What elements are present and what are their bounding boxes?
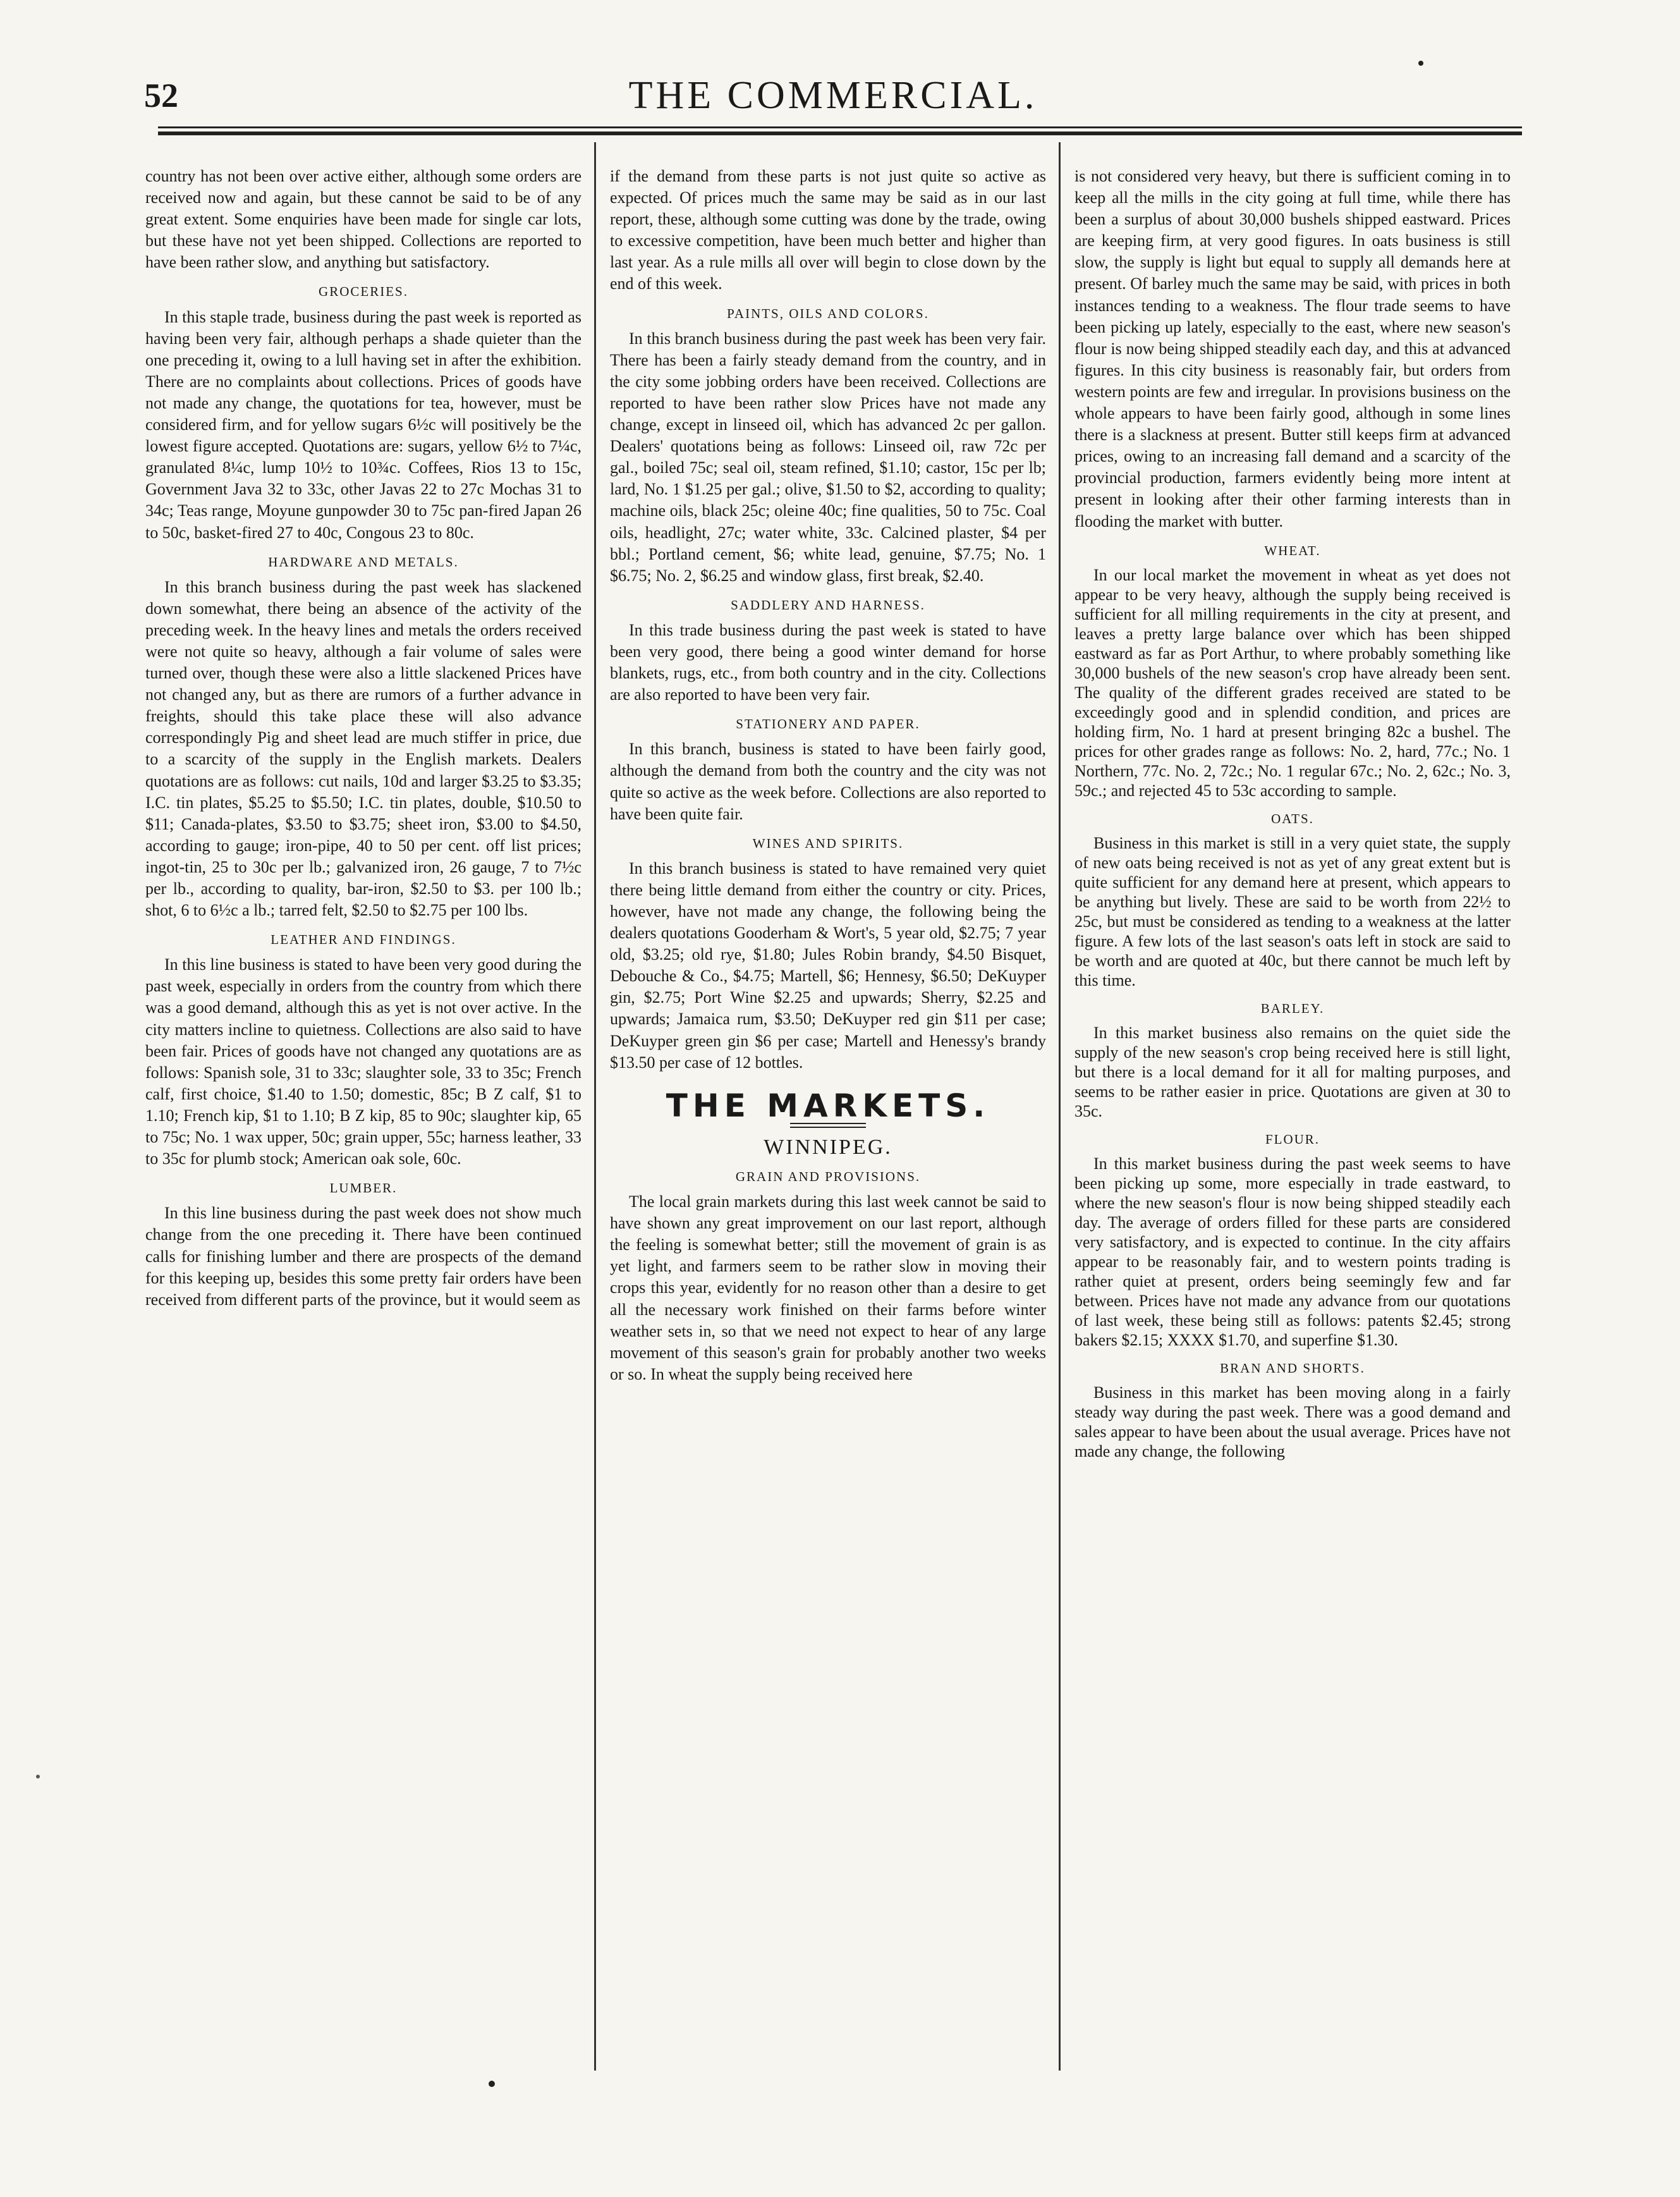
page-number: 52 (144, 76, 178, 114)
column-2 (610, 166, 1046, 1385)
paragraph-saddlery: In this trade business during the past week is stated to have been very good, there being a good winter demand for horse blankets, rugs, etc., from both country and in the city. Collections are also reported to have been very fair. (610, 620, 1046, 704)
section-heading-groceries: GROCERIES. (319, 284, 408, 300)
dense-section-block (1074, 565, 1511, 1461)
paragraph-grain: The local grain markets during this last week cannot be said to have shown any great improvement on our last report, although the feeling is somewhat better; still the movement of grain is as yet light, and farmers seem to be rather slow in moving their crops this year, evidently for no reason other than a desire to get all the necessary work finished on their farms before winter weather sets in, so that we need not expect to hear of any large movement of this season's grain for probably another two weeks or so. In wheat the supply being received here (610, 1192, 1046, 1383)
section-heading-lumber: LUMBER. (329, 1180, 398, 1196)
section-heading-barley: BARLEY. (1260, 1000, 1325, 1016)
paragraph-flour: In this market business during the past week seems to have been picking up some, more especially in trade eastward, to where the new season's flour is now being shipped steadily each day. The average of orders filled for these parts are considered very satisfactory, and is expected to continue. In the city affairs appear to be reasonably fair, and to western points trading is rather quiet at present, orders being seemingly few and far between. Prices have not made any advance from our quotations of last week, these being still as follows: patents $2.45; strong bakers $2.15; XXXX $1.70, and superfine $1.30. (1074, 1154, 1511, 1349)
column-divider-1 (594, 142, 596, 2071)
page-header (144, 76, 1522, 126)
column-divider-2 (1059, 142, 1061, 2071)
paragraph-continued: country has not been over active either, although some orders are received now and again, but these cannot be said to be of any great extent. Some enquiries have been made for single car lots, but these have not yet been shipped. Collections are reported to have been rather slow, and anything but satisfactory. (145, 167, 581, 272)
paragraph-wines: In this branch business is stated to have remained very quiet there being little demand from either the country or city. Prices, however, have not made any change, the following being the dealers quotations Gooderham & Wort's, 5 year old, $2.75; 7 year old, $3.25; old rye, $1.80; Jules Robin brandy, $4.50 Bisquet, Debouche & Co., $4.75; Martell, $6; Hennesy, $6.50; DeKuyper gin, $2.75; Port Wine $2.25 and upwards; Sherry, $2.25 and upwards; Jamaica rum, $3.50; DeKuyper red gin $11 per case; DeKuyper green gin $6 per case; Martell and Henessy's brandy $13.50 per case of 12 bottles. (610, 859, 1046, 1072)
paragraph-leather: In this line business is stated to have been very good during the past week, especially in orders from the country from which there was a good demand, although this as yet is not over active. In the city matters incline to quietness. Collections are also said to have been fair. Prices of goods have not changed any quotations are as follows: Spanish sole, 31 to 33c; slaughter sole, 33 to 35c; French calf, first choice, $1.40 to 1.50; domestic, 85c; B Z calf, $1 to 1.10; French kip, $1 to 1.10; B Z kip, 85 to 90c; slaughter kip, 65 to 75c; No. 1 wax upper, 50c; grain upper, 55c; harness leather, 33 to 35c for plumb stock; American oak sole, 60c. (145, 955, 582, 1168)
section-heading-oats: OATS. (1271, 811, 1314, 826)
paragraph-continued: if the demand from these parts is not just quite so active as expected. Of prices much the same may be said as in our last report, these, although some cutting was done by the trade, owing to excessive competition, have been much better and higher than last year. As a rule mills all over will begin to close down by the end of this week. (610, 167, 1046, 293)
section-heading-grain: GRAIN AND PROVISIONS. (735, 1168, 921, 1184)
header-rule-thick (158, 132, 1522, 135)
section-heading-bran: BRAN AND SHORTS. (1220, 1360, 1365, 1376)
section-heading-flour: FLOUR. (1265, 1131, 1320, 1147)
paragraph-barley: In this market business also remains on the quiet side the supply of the new season's crop being received here is still light, but there is a local demand for it all for malting purposes, and seems to be rather easier in price. Quotations are given at 30 to 35c. (1074, 1023, 1511, 1120)
column-3 (1074, 166, 1511, 1461)
section-heading-stationery: STATIONERY AND PAPER. (736, 716, 920, 732)
section-heading-wines: WINES AND SPIRITS. (752, 835, 904, 851)
paragraph-wheat: In our local market the movement in wheat as yet does not appear to be very heavy, although the supply being received is sufficient for all milling requirements in the city at present, and leaves a pretty large balance over which has been shipped eastward as far as Port Arthur, to where probably something like 30,000 bushels of the new season's crop have already been sent. The quality of the different grades received are stated to be exceedingly good and in splendid condition, and prices are holding firm, No. 1 hard at present bringing 82c a bushel. The prices for other grades range as follows: No. 2, hard, 77c.; No. 1 Northern, 77c. No. 2, 72c.; No. 1 regular 67c.; No. 2, 62c.; No. 3, 59c.; and rejected 45 to 53c according to sample. (1074, 565, 1511, 800)
section-heading-hardware: HARDWARE AND METALS. (268, 554, 459, 570)
paragraph-bran: Business in this market has been moving along in a fairly steady way during the past week. There was a good demand and sales appear to have been about the usual average. Prices have not made any change, the following (1074, 1383, 1511, 1461)
section-heading-paints: PAINTS, OILS AND COLORS. (727, 305, 929, 321)
paragraph-oats: Business in this market is still in a very quiet state, the supply of new oats being received is not as yet of any great extent but is quite sufficient for any demand here at present, which appears to be anything but lively. These are said to be worth from 22½ to 25c, but must be considered as tending to a weakness at the latter figure. A few lots of the last season's oats left in stock are said to be worth and are quoted at 40c, but there cannot be much left by this time. (1074, 833, 1511, 989)
paragraph-lumber: In this line business during the past week does not show much change from the one preceding it. There have been continued calls for finishing lumber and there are prospects of the demand for this keeping up, besides this some pretty fair orders have been received from different parts of the province, but it would seem as (145, 1204, 581, 1309)
scan-speck (1418, 61, 1423, 66)
paragraph-hardware: In this branch business during the past week has slackened down somewhat, there being an absence of the activity of the preceding week. In the heavy lines and metals the orders received were not quite so heavy, although a fair volume of sales were turned over, though these were also a little slackened Prices have not changed any, but as there are rumors of a further advance in freights, should this take place these will also advance correspondingly Pig and sheet lead are much stiffer in price, due to a scarcity of the supply in the English markets. Dealers quotations are as follows: cut nails, 10d and larger $3.25 to $3.35; I.C. tin plates, $5.25 to $5.50; I.C. tin plates, double, $10.50 to $11; Canada-plates, $3.50 to $3.75; sheet iron, $3.00 to $4.50, according to gauge; iron-pipe, 40 to 50 per cent. off list prices; ingot-tin, 25 to 30c per lb.; galvanized iron, 26 gauge, 7 to 7½c per lb., according to quality, bar-iron, $2.50 to $3. per 100 lb.; shot, 6 to 6½c a lb.; tarred felt, $2.50 to $2.75 per 100 lbs. (145, 577, 581, 920)
paragraph-continued: is not considered very heavy, but there is sufficient coming in to keep all the mills in the city going at full time, while there has been a surplus of about 30,000 bushels shipped eastward. Prices are keeping firm, at very good figures. In oats business is still slow, the supply is light but equal to supply all demands here at present. Of barley much the same may be said, with prices in both instances tending to a weakness. The flour trade seems to have been picking up lately, especially to the east, where new season's flour is now being shipped steadily each day, and this at advanced figures. In this city business is reasonably fair, but orders from western points are few and irregular. In provisions business on the whole appears to have been fairly good, although in some lines there is a slackness at present. Butter still keeps firm at advanced prices, owing to an increasing fall demand and a scarcity of the provincial production, farmers evidently being more intent at present in looking after their other farming interests than in flooding the market with butter. (1074, 167, 1511, 530)
section-heading-leather: LEATHER AND FINDINGS. (271, 932, 456, 948)
column-1 (145, 166, 581, 1311)
markets-title: THE MARKETS. (666, 1087, 990, 1124)
header-rule-thin (158, 126, 1522, 128)
running-title: THE COMMERCIAL. (628, 74, 1038, 117)
city-title: WINNIPEG. (764, 1135, 892, 1159)
markets-header (610, 1087, 1046, 1159)
scan-speck (36, 1775, 40, 1778)
paragraph-stationery: In this branch, business is stated to have been fairly good, although the demand from both the country and the city was not quite so active as the week before. Collections are also reported to have been quite fair. (610, 740, 1046, 823)
section-heading-saddlery: SADDLERY AND HARNESS. (731, 597, 925, 613)
scan-speck (489, 2081, 495, 2087)
section-heading-wheat: WHEAT. (1264, 542, 1321, 558)
paragraph-paints: In this branch business during the past week has been very fair. There has been a fairly steady demand from the country, and in the city some jobbing orders have been received. Collections are reported to have been rather slow Prices have not made any change, except in linseed oil, which has advanced 2c per gallon. Dealers' quotations being as follows: Linseed oil, raw 72c per gal., boiled 75c; seal oil, steam refined, $1.10; castor, 15c per lb; lard, No. 1 $1.25 per gal.; olive, $1.50 to $2, according to quality; machine oils, black 25c; oleine 40c; fine qualities, 50 to 75c. Coal oils, headlight, 27c; water white, 33c. Calcined plaster, $4 per bbl.; Portland cement, $6; white lead, genuine, $7.75; No. 1 $6.75; No. 2, $6.25 and window glass, first break, $2.40. (610, 329, 1046, 585)
paragraph-groceries: In this staple trade, business during the past week is reported as having been very fair, although perhaps a shade quieter than the one preceding it, owing to a lull having set in after the exhibition. There are no complaints about collections. Prices of goods have not made any change, the quotations for tea, however, must be considered firm, and for yellow sugars 6½c will positively be the lowest figure accepted. Quotations are: sugars, yellow 6½ to 7¼c, granulated 8¼c, lump 10½ to 10¾c. Coffees, Rios 13 to 15c, Government Java 32 to 33c, other Javas 22 to 27c Mochas 31 to 34c; Teas range, Moyune gunpowder 30 to 75c pan-fired Japan 26 to 50c, basket-fired 27 to 40c, Congous 23 to 80c. (145, 307, 581, 542)
